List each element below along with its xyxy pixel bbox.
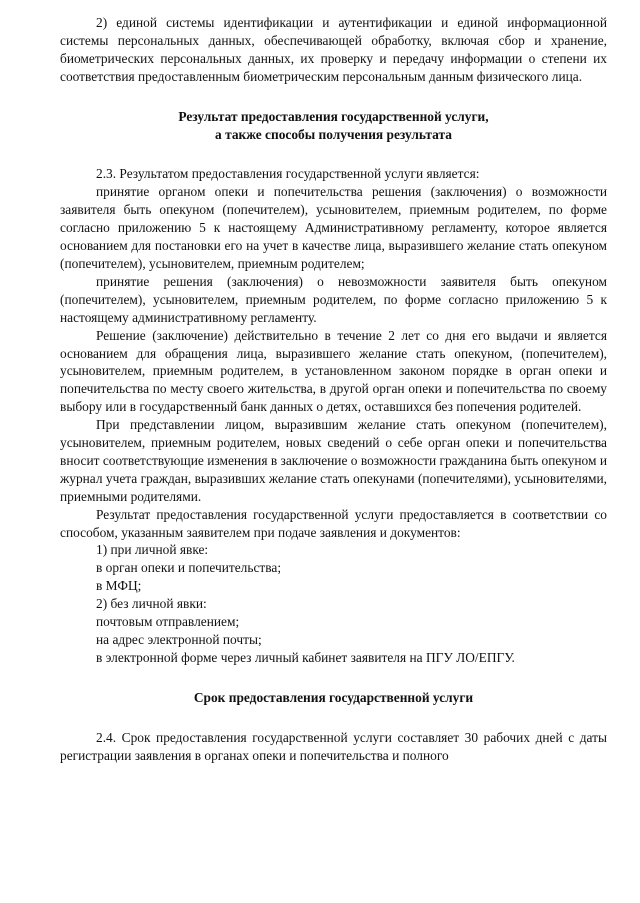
spacer: [60, 707, 607, 729]
list-item: 2) без личной явки:: [96, 596, 207, 612]
paragraph: 2.4. Срок предоставления государственной услуги составляет 30 рабочих дней с даты регистрации заявления в органах опеки и попечительства и полного: [60, 729, 607, 763]
section-heading: [60, 108, 607, 144]
paragraph: При представлении лицом, выразившим желание стать опекуном (попечителем), усыновителем, приемным родителем, новых сведений о себе орган опеки и попечительства вносит соответствующие изменения в заключение о возможности гражданина быть опекуном и журнал учета граждан, выразивших желание стать опекунами (попечителями), усыновителями, приемными родителями.: [60, 417, 607, 504]
list-item: в орган опеки и попечительства;: [96, 560, 282, 576]
list-item: почтовым отправлением;: [96, 614, 240, 630]
paragraph: Результат предоставления государственной услуги предоставляется в соответствии со способом, указанным заявителем при подаче заявления и документов:: [60, 506, 607, 540]
paragraph: Решение (заключение) действительно в течение 2 лет со дня его выдачи и является основанием для обращения лица, выразившего желание стать опекуном, (попечителем), усыновителем, приемным родителем, в установленном законом порядке в орган опеки и попечительства по месту своего жительства, в другой орган опеки и попечительства по своему выбору или в государственный банк данных о детях, оставшихся без попечения родителей.: [60, 327, 607, 415]
list-item: на адрес электронной почты;: [96, 632, 262, 647]
spacer: [60, 86, 607, 108]
list-item: 1) при личной явке:: [96, 542, 209, 558]
section-heading-line: а также способы получения результата: [215, 126, 452, 142]
list-item: в электронной форме через личный кабинет заявителя на ПГУ ЛО/ЕПГУ.: [96, 649, 515, 665]
paragraph: принятие органом опеки и попечительства решения (заключения) о возможности заявителя быть опекуном (попечителем), усыновителем, приемным родителем, по форме согласно приложению 5 к настоящему Административному регламенту, которое является основанием для постановки его на учет в качестве лица, выразившего желание стать опекуном (попечителем), усыновителем, приемным родителем;: [60, 184, 607, 271]
spacer: [60, 667, 607, 689]
section-heading: [60, 689, 607, 707]
paragraph: 2) единой системы идентификации и аутентификации и единой информационной системы персональных данных, обеспечивающей обработку, включая сбор и хранение, биометрических персональных данных, их проверку и передачу информации о степени их соответствия предоставленным биометрическим персональным данным физического лица.: [60, 15, 607, 84]
paragraph: принятие решения (заключения) о невозможности заявителя быть опекуном (попечителем), усыновителем, приемным родителем, по форме согласно приложению 5 к настоящему административному регламенту.: [60, 273, 607, 325]
paragraph: 2.3. Результатом предоставления государственной услуги является:: [96, 166, 480, 182]
list-item: в МФЦ;: [96, 578, 142, 594]
spacer: [60, 143, 607, 165]
section-heading-line: Результат предоставления государственной услуги,: [178, 108, 489, 124]
section-heading-line: Срок предоставления государственной услуги: [193, 689, 474, 705]
